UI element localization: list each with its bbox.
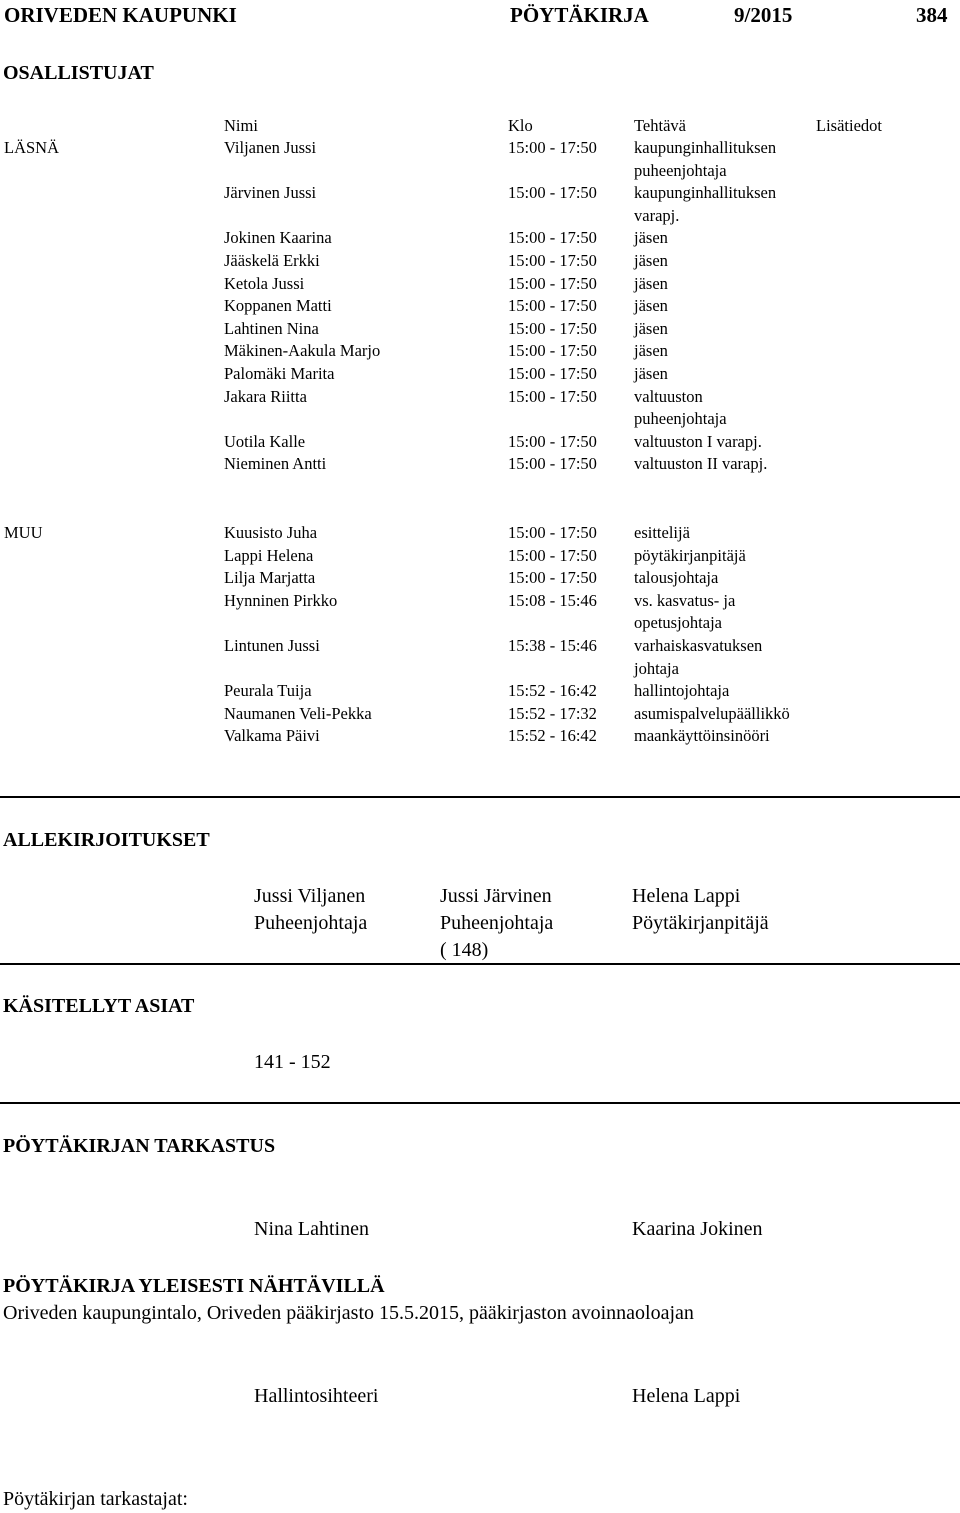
participant-time: 15:00 - 17:50 xyxy=(508,364,597,383)
signer-role: Pöytäkirjanpitäjä xyxy=(632,912,769,934)
signer-name: Helena Lappi xyxy=(632,885,741,907)
reviewers-footer-label: Pöytäkirjan tarkastajat: xyxy=(3,1488,188,1510)
participant-name: Lintunen Jussi xyxy=(224,636,320,655)
page-number: 384 xyxy=(916,3,948,27)
participants-title: OSALLISTUJAT xyxy=(3,62,154,84)
participant-role: valtuuston I varapj. xyxy=(634,431,762,451)
reviewer-name: Kaarina Jokinen xyxy=(632,1218,763,1240)
items-title: KÄSITELLYT ASIAT xyxy=(3,995,195,1017)
participant-time: 15:00 - 17:50 xyxy=(508,386,597,406)
participant-name: Viljanen Jussi xyxy=(224,138,317,157)
participant-name: Hynninen Pirkko xyxy=(224,590,338,610)
participant-role: jäsen xyxy=(634,318,668,338)
signer-role: Puheenjohtaja xyxy=(254,912,368,934)
participant-role: hallintojohtaja xyxy=(634,681,730,701)
participant-time: 15:00 - 17:50 xyxy=(508,318,597,338)
participant-role: pöytäkirjanpitäjä xyxy=(634,545,746,565)
participant-name: Lahtinen Nina xyxy=(224,318,319,338)
divider xyxy=(0,796,960,798)
participant-time: 15:00 - 17:50 xyxy=(508,296,597,316)
other-label: MUU xyxy=(4,523,43,542)
column-header-info: Lisätiedot xyxy=(816,116,882,135)
participant-role: vs. kasvatus- ja xyxy=(634,590,736,610)
participant-role: talousjohtaja xyxy=(634,568,719,588)
participant-name: Lilja Marjatta xyxy=(224,568,316,588)
participant-time: 15:38 - 15:46 xyxy=(508,636,597,655)
participant-time: 15:00 - 17:50 xyxy=(508,273,597,293)
review-title: PÖYTÄKIRJAN TARKASTUS xyxy=(3,1135,276,1157)
participant-role: jäsen xyxy=(634,273,668,293)
participant-time: 15:00 - 17:50 xyxy=(508,431,597,451)
signer-name: Jussi Viljanen xyxy=(254,885,366,907)
present-label: LÄSNÄ xyxy=(4,138,60,157)
participant-name: Palomäki Marita xyxy=(224,364,335,383)
participant-time: 15:00 - 17:50 xyxy=(508,341,597,361)
participant-name: Koppanen Matti xyxy=(224,296,332,316)
participant-role: puheenjohtaja xyxy=(634,160,727,180)
participant-name: Jakara Riitta xyxy=(224,386,307,406)
column-header-name: Nimi xyxy=(224,116,258,135)
divider xyxy=(0,963,960,965)
participant-role: kaupunginhallituksen xyxy=(634,138,777,157)
participant-name: Peurala Tuija xyxy=(224,681,312,701)
participant-role: maankäyttöinsinööri xyxy=(634,726,770,746)
participant-name: Jokinen Kaarina xyxy=(224,228,332,248)
reviewer-name: Nina Lahtinen xyxy=(254,1218,369,1240)
items-range: 141 - 152 xyxy=(254,1051,331,1073)
participant-time: 15:00 - 17:50 xyxy=(508,568,597,588)
participant-time: 15:52 - 17:32 xyxy=(508,703,597,723)
participant-role: valtuuston II varapj. xyxy=(634,454,768,474)
participant-role: johtaja xyxy=(634,658,679,678)
participant-name: Jääskelä Erkki xyxy=(224,251,320,270)
org-name: ORIVEDEN KAUPUNKI xyxy=(4,3,237,27)
signer-note: ( 148) xyxy=(440,939,489,961)
participant-role: opetusjohtaja xyxy=(634,613,722,633)
participant-time: 15:00 - 17:50 xyxy=(508,251,597,270)
participant-role: puheenjohtaja xyxy=(634,409,727,429)
participant-role: jäsen xyxy=(634,296,668,316)
doc-type: PÖYTÄKIRJA xyxy=(510,3,649,27)
public-title: PÖYTÄKIRJA YLEISESTI NÄHTÄVILLÄ xyxy=(3,1275,385,1297)
participant-role: varapj. xyxy=(634,205,680,225)
public-text: Oriveden kaupungintalo, Oriveden pääkirjasto 15.5.2015, pääkirjaston avoinnaoloajan xyxy=(3,1302,694,1324)
participant-role: jäsen xyxy=(634,364,668,383)
participant-role: jäsen xyxy=(634,228,668,248)
participant-role: asumispalvelupäällikkö xyxy=(634,703,790,723)
participant-time: 15:00 - 17:50 xyxy=(508,523,597,542)
participant-time: 15:00 - 17:50 xyxy=(508,545,597,565)
participant-role: kaupunginhallituksen xyxy=(634,183,777,203)
participant-name: Lappi Helena xyxy=(224,545,314,565)
public-signer-name: Helena Lappi xyxy=(632,1385,741,1407)
participant-time: 15:00 - 17:50 xyxy=(508,183,597,203)
signer-role: Puheenjohtaja xyxy=(440,912,554,934)
column-header-role: Tehtävä xyxy=(634,116,686,135)
participant-name: Mäkinen-Aakula Marjo xyxy=(224,341,381,361)
participant-name: Valkama Päivi xyxy=(224,726,320,746)
participant-name: Uotila Kalle xyxy=(224,431,306,451)
signer-name: Jussi Järvinen xyxy=(440,885,552,907)
divider xyxy=(0,1102,960,1104)
participant-time: 15:00 - 17:50 xyxy=(508,454,597,474)
participant-name: Nieminen Antti xyxy=(224,454,327,474)
participant-time: 15:00 - 17:50 xyxy=(508,138,597,157)
participant-time: 15:52 - 16:42 xyxy=(508,681,597,701)
participant-role: jäsen xyxy=(634,251,668,270)
participant-name: Kuusisto Juha xyxy=(224,523,318,542)
column-header-time: Klo xyxy=(508,116,533,135)
participant-role: valtuuston xyxy=(634,386,703,406)
participant-role: jäsen xyxy=(634,341,668,361)
participant-time: 15:00 - 17:50 xyxy=(508,228,597,248)
participant-name: Ketola Jussi xyxy=(224,273,305,293)
participant-name: Naumanen Veli-Pekka xyxy=(224,703,372,723)
participant-name: Järvinen Jussi xyxy=(224,183,317,203)
signatures-title: ALLEKIRJOITUKSET xyxy=(3,829,210,851)
participant-role: varhaiskasvatuksen xyxy=(634,636,763,655)
doc-number: 9/2015 xyxy=(734,3,793,27)
participant-time: 15:52 - 16:42 xyxy=(508,726,597,746)
public-signer-title: Hallintosihteeri xyxy=(254,1385,379,1407)
participant-role: esittelijä xyxy=(634,523,690,542)
participant-time: 15:08 - 15:46 xyxy=(508,590,597,610)
